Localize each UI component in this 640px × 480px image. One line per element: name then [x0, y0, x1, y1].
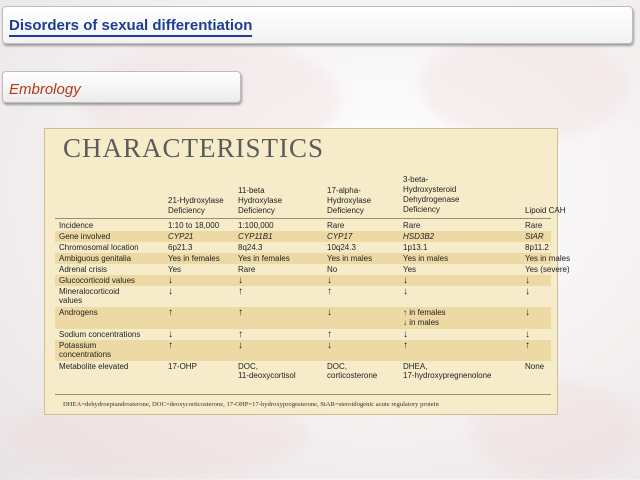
table-row	[55, 264, 570, 275]
table-cell: ↑	[168, 340, 173, 351]
table-cell: 8p11.2	[525, 243, 549, 252]
table-row	[55, 220, 551, 231]
column-header: 21-Hydroxylase Deficiency	[168, 196, 224, 215]
table-row	[55, 242, 551, 253]
table-cell: ↑	[525, 340, 530, 351]
table-cell: ↓	[403, 275, 408, 286]
table-cell: Yes	[403, 265, 417, 274]
section-label: Embrology	[9, 81, 81, 98]
table-cell: 17-OHP	[168, 362, 197, 371]
table-rule	[55, 394, 551, 395]
table-row	[55, 361, 551, 381]
table-cell: Rare	[327, 221, 345, 230]
section-bar	[2, 71, 241, 103]
table-cell: ↓	[403, 286, 408, 297]
table-cell: ↑	[403, 340, 408, 351]
table-cell: ↓	[168, 275, 173, 286]
table-cell: Yes in males	[327, 254, 373, 263]
table-cell: Yes in males	[403, 254, 449, 263]
column-header: 17-alpha- Hydroxylase Deficiency	[327, 186, 372, 215]
table-body	[55, 220, 571, 381]
table-footnote: DHEA=dehydroepiandrosterone, DOC=deoxycorticosterone, 17-OHP=17-hydroxyprogesterone, StAR=steroidogenic acute regulatory protein	[63, 401, 439, 408]
table-cell: ↑	[238, 329, 243, 340]
table-cell: HSD3B2	[403, 232, 435, 241]
table-row	[55, 340, 551, 361]
column-header: Lipoid CAH	[525, 206, 566, 215]
table-row	[55, 231, 551, 242]
table-cell: CYP21	[168, 232, 194, 241]
table-cell: ↓	[403, 329, 408, 340]
table-cell: ↑	[168, 307, 173, 318]
table-cell: 1:100,000	[238, 221, 274, 230]
table-cell: ↓	[238, 340, 243, 351]
table-cell: No	[327, 265, 338, 274]
table-cell: ↓	[327, 307, 332, 318]
table-cell: DOC, corticosterone	[327, 362, 378, 380]
table-rule	[55, 218, 551, 219]
table-cell: CYP17	[327, 232, 353, 241]
table-cell: 8q24.3	[238, 243, 263, 252]
table-cell: StAR	[525, 232, 544, 241]
row-label: Gene involved	[59, 232, 111, 241]
table-cell: None	[525, 362, 545, 371]
table-row	[55, 329, 551, 340]
slide-title: Disorders of sexual differentiation	[9, 17, 252, 37]
row-label: Glucocorticoid values	[59, 276, 136, 285]
table-cell: Yes (severe)	[525, 265, 570, 274]
table-cell: ↑	[238, 307, 243, 318]
characteristics-table-image	[44, 128, 571, 415]
table-cell: Yes in females	[238, 254, 290, 263]
table-cell: DOC, 11-deoxycortisol	[238, 362, 296, 380]
background-decoration	[420, 30, 630, 140]
table-cell: ↓	[525, 286, 530, 297]
row-label: Androgens	[59, 308, 98, 317]
table-cell: ↑	[327, 286, 332, 297]
row-label: Potassium concentrations	[59, 341, 112, 359]
table-cell: ↑	[238, 286, 243, 297]
row-label: Ambiguous genitalia	[59, 254, 132, 263]
table-cell: ↓	[327, 275, 332, 286]
table-cell: ↓	[238, 275, 243, 286]
column-header: 11-beta Hydroxylase Deficiency	[238, 186, 283, 215]
table-cell: 10q24.3	[327, 243, 356, 252]
table-heading: CHARACTERISTICS	[63, 133, 325, 163]
table-cell: 6p21.3	[168, 243, 193, 252]
table-cell: ↓	[525, 307, 530, 318]
table-cell: Yes in females	[168, 254, 220, 263]
row-label: Chromosomal location	[59, 243, 139, 252]
table-cell: Rare	[238, 265, 256, 274]
table-cell: Yes in males	[525, 254, 571, 263]
table-row	[55, 275, 551, 286]
table-cell: CYP11B1	[238, 232, 273, 241]
table-cell: ↓	[168, 329, 173, 340]
table-row	[55, 253, 571, 264]
table-cell: 1:10 to 18,000	[168, 221, 220, 230]
table-row	[55, 286, 551, 307]
row-label: Sodium concentrations	[59, 330, 141, 339]
table-cell: ↓	[525, 329, 530, 340]
table-cell: ↑	[327, 329, 332, 340]
table-cell: ↓	[327, 340, 332, 351]
table-cell: ↑ in females ↓ in males	[403, 308, 446, 327]
table-cell: Rare	[403, 221, 421, 230]
title-bar	[2, 6, 633, 44]
row-label: Incidence	[59, 221, 94, 230]
column-header: 3-beta- Hydroxysteroid Dehydrogenase Deficiency	[403, 175, 460, 214]
table-cell: 1p13.1	[403, 243, 428, 252]
row-label: Adrenal crisis	[59, 265, 108, 274]
table-row	[55, 307, 551, 329]
row-label: Mineralocorticoid values	[59, 287, 120, 305]
table-cell: Rare	[525, 221, 543, 230]
table-cell: ↓	[525, 275, 530, 286]
table-cell: DHEA, 17-hydroxypregnenolone	[403, 362, 492, 380]
row-label: Metabolite elevated	[59, 362, 129, 371]
table-cell: Yes	[168, 265, 182, 274]
table-cell: ↓	[168, 286, 173, 297]
